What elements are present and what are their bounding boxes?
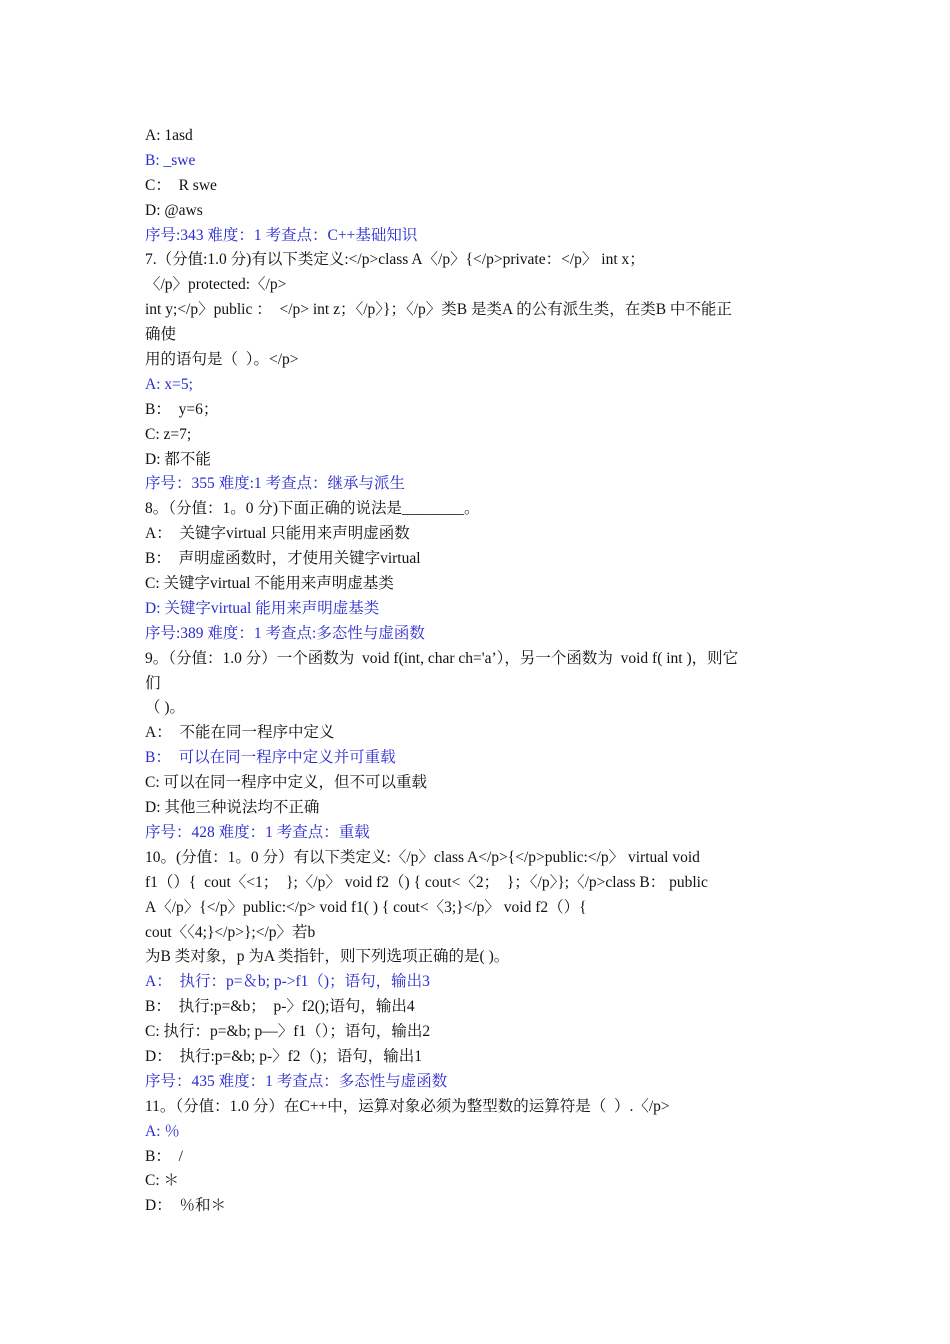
text-line: C: ＊ [145, 1172, 180, 1190]
text-line: C： R swe [145, 176, 217, 194]
text-line: D: 都不能 [145, 450, 211, 468]
text-line: 7.（分值:1.0 分)有以下类定义:</p>class A〈/p〉{</p>private：</p〉 int x； [145, 251, 645, 269]
text-line: 为B 类对象，p 为A 类指针，则下列选项正确的是( )。 [145, 948, 510, 966]
answer-or-meta-line: 序号:389 难度：1 考查点:多态性与虚函数 [145, 624, 425, 642]
text-line: B： 声明虚函数时，才使用关键字virtual [145, 550, 421, 568]
text-line: f1（）{ cout〈<1； };〈/p〉 void f2（) { cout<〈2； }；〈/p〉};〈/p>class B： public [145, 873, 708, 891]
text-line: D： ％和＊ [145, 1197, 226, 1215]
text-line: D: 其他三种说法均不正确 [145, 799, 320, 817]
answer-or-meta-line: B： 可以在同一程序中定义并可重载 [145, 749, 396, 767]
text-line: 11。（分值：1.0 分）在C++中，运算对象必须为整型数的运算符是（ ）.〈/p> [145, 1097, 670, 1115]
answer-or-meta-line: A: x=5; [145, 375, 193, 393]
text-line: 们 [145, 674, 161, 692]
document-body [145, 124, 810, 1219]
text-line: 10。(分值：1。0 分）有以下类定义:〈/p〉class A</p>{</p>public:</p〉 virtual void [145, 848, 700, 866]
text-line: C: 执行：p=&b; p—〉f1（）；语句，输出2 [145, 1023, 431, 1041]
text-line: 8。（分值：1。0 分)下面正确的说法是________。 [145, 500, 480, 518]
text-line: C: 关键字virtual 不能用来声明虚基类 [145, 575, 394, 593]
text-line: D： 执行:p=&b; p-〉f2（)；语句，输出1 [145, 1047, 422, 1065]
answer-or-meta-line: 序号：435 难度：1 考查点：多态性与虚函数 [145, 1072, 448, 1090]
answer-or-meta-line: A: ％ [145, 1122, 180, 1140]
text-line: cout〈〈4;}</p>};</p〉若b [145, 923, 316, 941]
text-line: 9。（分值：1.0 分）一个函数为 void f(int, char ch='a’），另一个函数为 void f( int )，则它 [145, 649, 739, 667]
answer-or-meta-line: B: _swe [145, 151, 196, 169]
answer-or-meta-line: 序号:343 难度：1 考查点：C++基础知识 [145, 226, 418, 244]
text-line: 〈/p〉protected:〈/p> [145, 276, 287, 294]
answer-or-meta-line: 序号：428 难度：1 考查点：重载 [145, 823, 370, 841]
text-line: （ )。 [145, 699, 186, 717]
text-line: A〈/p〉{</p〉public:</p> void f1( ) { cout<〈3;}</p〉 void f2（）{ [145, 898, 587, 916]
text-line: C: 可以在同一程序中定义，但不可以重载 [145, 774, 428, 792]
text-line: D: @aws [145, 201, 203, 219]
text-line: 确使 [145, 326, 177, 344]
answer-or-meta-line: 序号：355 难度:1 考查点：继承与派生 [145, 475, 406, 493]
answer-or-meta-line: D: 关键字virtual 能用来声明虚基类 [145, 599, 380, 617]
text-line: A： 关键字virtual 只能用来声明虚函数 [145, 525, 410, 543]
text-line: int y;</p〉public ： </p> int z；〈/p〉}；〈/p〉类B 是类A 的公有派生类，在类B 中不能正 [145, 301, 732, 319]
text-line: 用的语句是（ ）。</p> [145, 351, 299, 369]
answer-or-meta-line: A： 执行：p=＆b; p->f1（)；语句，输出3 [145, 973, 430, 991]
text-line: A: 1asd [145, 127, 193, 144]
text-line: B： 执行:p=&b； p-〉f2();语句，输出4 [145, 998, 415, 1016]
text-line: A： 不能在同一程序中定义 [145, 724, 335, 742]
text-line: B： y=6； [145, 400, 219, 418]
text-line: C: z=7; [145, 425, 192, 443]
text-line: B： / [145, 1147, 183, 1165]
